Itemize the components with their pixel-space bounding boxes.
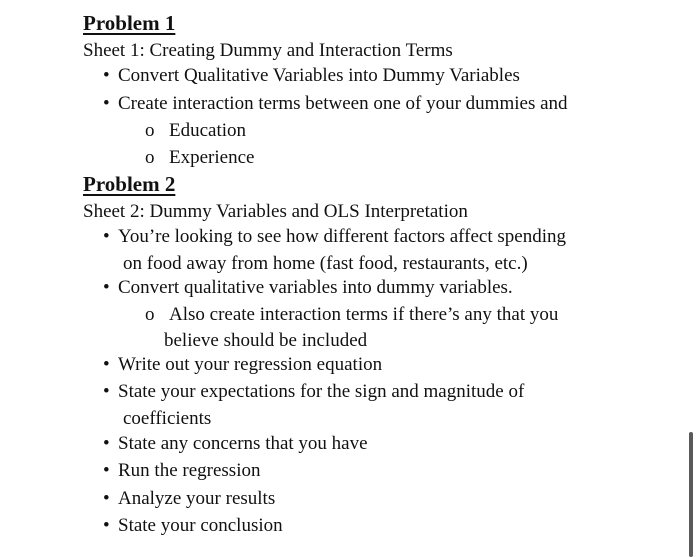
sub-list-item: Experience: [169, 147, 255, 168]
sub-bullet-icon: o: [145, 120, 155, 141]
bullet-icon: •: [103, 277, 110, 298]
bullet-icon: •: [103, 488, 110, 509]
bullet-icon: •: [103, 381, 110, 402]
list-item: Convert qualitative variables into dummy variables.: [118, 277, 513, 298]
bullet-icon: •: [103, 226, 110, 247]
bullet-icon: •: [103, 65, 110, 86]
problem-1-heading: Problem 1: [83, 11, 176, 35]
list-item: State any concerns that you have: [118, 433, 368, 454]
sheet-1-title: Sheet 1: Creating Dummy and Interaction Terms: [83, 40, 453, 61]
vertical-scrollbar[interactable]: [689, 432, 693, 557]
problem-2-heading: Problem 2: [83, 172, 176, 196]
sub-list-item-continuation: believe should be included: [164, 330, 368, 351]
list-item: Write out your regression equation: [118, 354, 383, 375]
list-item: State your expectations for the sign and magnitude of: [118, 381, 525, 402]
sub-bullet-icon: o: [145, 147, 155, 168]
list-item-continuation: on food away from home (fast food, restaurants, etc.): [123, 253, 528, 274]
list-item-continuation: coefficients: [123, 408, 212, 429]
sub-list-item: Education: [169, 120, 247, 141]
sub-list-item: Also create interaction terms if there’s any that you: [169, 304, 559, 325]
bullet-icon: •: [103, 433, 110, 454]
list-item: Convert Qualitative Variables into Dummy Variables: [118, 65, 520, 86]
sheet-2-title: Sheet 2: Dummy Variables and OLS Interpretation: [83, 201, 468, 222]
bullet-icon: •: [103, 460, 110, 481]
list-item: Analyze your results: [118, 488, 276, 509]
bullet-icon: •: [103, 93, 110, 114]
list-item: You’re looking to see how different factors affect spending: [118, 226, 566, 247]
list-item: Create interaction terms between one of your dummies and: [118, 93, 568, 114]
list-item: Run the regression: [118, 460, 261, 481]
list-item: State your conclusion: [118, 515, 283, 536]
bullet-icon: •: [103, 354, 110, 375]
bullet-icon: •: [103, 515, 110, 536]
sub-bullet-icon: o: [145, 304, 155, 325]
